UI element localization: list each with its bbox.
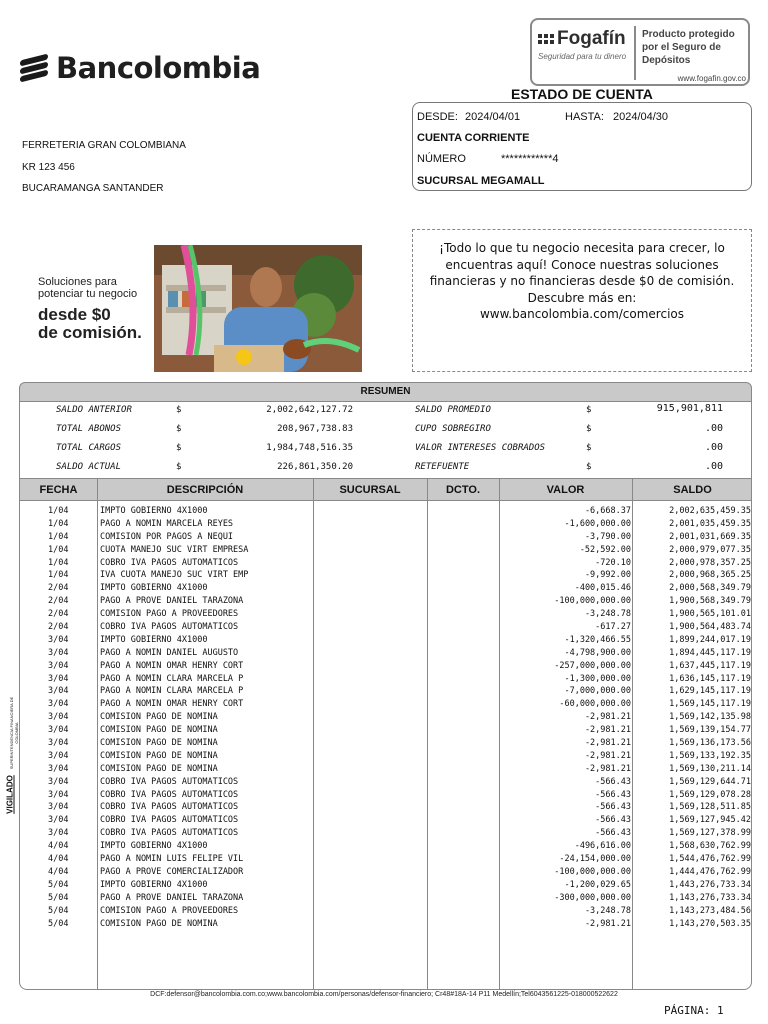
currency-symbol: $ bbox=[586, 424, 592, 434]
row-descripcion: COBRO IVA PAGOS AUTOMATICOS bbox=[100, 557, 239, 568]
row-saldo: 1,568,630,762.99 bbox=[669, 841, 751, 852]
row-saldo: 1,900,564,483.74 bbox=[669, 622, 751, 633]
row-fecha: 1/04 bbox=[48, 506, 69, 516]
row-saldo: 1,569,139,154.77 bbox=[669, 725, 751, 736]
row-valor: -400,015.46 bbox=[574, 583, 631, 594]
row-valor: -1,200,029.65 bbox=[564, 879, 631, 890]
statement-title: ESTADO DE CUENTA bbox=[511, 86, 653, 102]
col-valor: VALOR bbox=[546, 484, 585, 496]
row-valor: -6,668.37 bbox=[584, 506, 631, 516]
row-valor: -100,000,000.00 bbox=[554, 866, 631, 877]
promo-line-1: Soluciones para bbox=[38, 276, 117, 288]
vigilado-stamp: VIGILADO bbox=[5, 775, 15, 814]
row-saldo: 1,636,145,117.19 bbox=[669, 673, 751, 684]
table-row bbox=[20, 776, 751, 789]
row-valor: -2,981.21 bbox=[584, 738, 631, 749]
table-row bbox=[20, 698, 751, 711]
row-valor: -566.43 bbox=[595, 815, 631, 826]
row-fecha: 2/04 bbox=[48, 583, 69, 594]
col-sucursal: SUCURSAL bbox=[339, 484, 401, 496]
table-row bbox=[20, 853, 751, 866]
row-fecha: 5/04 bbox=[48, 892, 69, 903]
total-abonos-value: 208,967,738.83 bbox=[277, 424, 353, 434]
row-valor: -2,981.21 bbox=[584, 918, 631, 929]
row-descripcion: CUOTA MANEJO SUC VIRT EMPRESA bbox=[100, 544, 249, 555]
row-fecha: 1/04 bbox=[48, 531, 69, 542]
table-row bbox=[20, 840, 751, 853]
table-row bbox=[20, 621, 751, 634]
row-fecha: 3/04 bbox=[48, 725, 69, 736]
saldo-anterior-label: SALDO ANTERIOR bbox=[56, 405, 132, 415]
row-fecha: 5/04 bbox=[48, 905, 69, 916]
row-saldo: 1,143,273,484.56 bbox=[669, 905, 751, 916]
row-saldo: 1,569,129,078.28 bbox=[669, 789, 751, 800]
row-descripcion: IMPTO GOBIERNO 4X1000 bbox=[100, 879, 208, 890]
row-descripcion: COBRO IVA PAGOS AUTOMATICOS bbox=[100, 815, 239, 826]
row-fecha: 4/04 bbox=[48, 866, 69, 877]
row-saldo: 1,569,127,378.99 bbox=[669, 828, 751, 839]
table-row bbox=[20, 634, 751, 647]
row-fecha: 3/04 bbox=[48, 828, 69, 839]
saldo-actual-value: 226,861,350.20 bbox=[277, 462, 353, 472]
row-saldo: 1,900,565,101.01 bbox=[669, 609, 751, 620]
promo-photo bbox=[154, 245, 362, 372]
row-descripcion: IMPTO GOBIERNO 4X1000 bbox=[100, 634, 208, 645]
retefuente-label: RETEFUENTE bbox=[415, 462, 470, 472]
row-fecha: 3/04 bbox=[48, 686, 69, 697]
row-fecha: 2/04 bbox=[48, 622, 69, 633]
row-valor: -566.43 bbox=[595, 776, 631, 787]
hasta-label: HASTA: bbox=[565, 111, 604, 123]
table-row bbox=[20, 866, 751, 879]
bank-name: Bancolombia bbox=[56, 51, 261, 85]
row-valor: -7,000,000.00 bbox=[564, 686, 631, 697]
row-descripcion: COBRO IVA PAGOS AUTOMATICOS bbox=[100, 828, 239, 839]
row-fecha: 1/04 bbox=[48, 570, 69, 581]
total-cargos-label: TOTAL CARGOS bbox=[56, 443, 122, 453]
row-fecha: 3/04 bbox=[48, 738, 69, 749]
valor-intereses-value: .00 bbox=[704, 442, 723, 453]
row-descripcion: IMPTO GOBIERNO 4X1000 bbox=[100, 841, 208, 852]
col-dcto: DCTO. bbox=[445, 484, 481, 496]
table-row bbox=[20, 660, 751, 673]
fogafin-url: www.fogafin.gov.co bbox=[677, 74, 746, 83]
row-saldo: 2,001,031,669.35 bbox=[669, 531, 751, 542]
retefuente-value: .00 bbox=[704, 461, 723, 472]
row-saldo: 2,000,968,365.25 bbox=[669, 570, 751, 581]
currency-symbol: $ bbox=[176, 405, 182, 415]
promo-message: ¡Todo lo que tu negocio necesita para crecer, lo encuentras aquí! Conoce nuestras soluciones financieras y no financieras desde $0 de comisión. Descubre más en: www.bancolombia.com/comercios bbox=[429, 241, 735, 321]
col-fecha: FECHA bbox=[39, 484, 78, 496]
row-fecha: 1/04 bbox=[48, 557, 69, 568]
row-descripcion: IMPTO GOBIERNO 4X1000 bbox=[100, 583, 208, 594]
row-saldo: 1,569,129,644.71 bbox=[669, 776, 751, 787]
cupo-sobregiro-value: .00 bbox=[704, 423, 723, 434]
row-saldo: 2,002,635,459.35 bbox=[669, 506, 751, 516]
table-row bbox=[20, 827, 751, 840]
row-saldo: 1,569,145,117.19 bbox=[669, 699, 751, 710]
table-row bbox=[20, 505, 751, 518]
row-saldo: 1,569,130,211.14 bbox=[669, 763, 751, 774]
row-valor: -52,592.00 bbox=[579, 544, 631, 555]
table-row bbox=[20, 801, 751, 814]
row-valor: -24,154,000.00 bbox=[559, 854, 631, 865]
row-fecha: 4/04 bbox=[48, 841, 69, 852]
superfinanciera-text: SUPERINTENDENCIA FINANCIERA DE COLOMBIA bbox=[9, 696, 19, 770]
row-valor: -2,981.21 bbox=[584, 763, 631, 774]
table-row bbox=[20, 814, 751, 827]
row-saldo: 2,000,979,077.35 bbox=[669, 544, 751, 555]
row-valor: -3,248.78 bbox=[584, 905, 631, 916]
row-descripcion: COMISION POR PAGOS A NEQUI bbox=[100, 531, 234, 542]
row-descripcion: PAGO A NOMIN DANIEL AUGUSTO bbox=[100, 647, 239, 658]
promo-message-box bbox=[412, 229, 752, 372]
row-valor: -1,300,000.00 bbox=[564, 673, 631, 684]
row-descripcion: COMISION PAGO A PROVEEDORES bbox=[100, 905, 239, 916]
row-saldo: 1,637,445,117.19 bbox=[669, 660, 751, 671]
table-row bbox=[20, 582, 751, 595]
table-row bbox=[20, 789, 751, 802]
table-row bbox=[20, 685, 751, 698]
row-fecha: 3/04 bbox=[48, 789, 69, 800]
fogafin-badge bbox=[530, 18, 750, 86]
saldo-anterior-value: 2,002,642,127.72 bbox=[266, 405, 353, 415]
currency-symbol: $ bbox=[586, 462, 592, 472]
table-row bbox=[20, 724, 751, 737]
row-valor: -3,248.78 bbox=[584, 609, 631, 620]
row-valor: -4,798,900.00 bbox=[564, 647, 631, 658]
row-fecha: 3/04 bbox=[48, 673, 69, 684]
saldo-promedio-value: 915,901,811 bbox=[656, 403, 723, 414]
row-valor: -9,992.00 bbox=[584, 570, 631, 581]
row-valor: -1,600,000.00 bbox=[564, 518, 631, 529]
row-fecha: 3/04 bbox=[48, 750, 69, 761]
row-fecha: 1/04 bbox=[48, 518, 69, 529]
table-row bbox=[20, 737, 751, 750]
account-type: CUENTA CORRIENTE bbox=[417, 132, 530, 144]
row-saldo: 1,900,568,349.79 bbox=[669, 596, 751, 607]
row-saldo: 1,899,244,017.19 bbox=[669, 634, 751, 645]
row-fecha: 2/04 bbox=[48, 596, 69, 607]
promo-line-4: de comisión. bbox=[38, 323, 142, 342]
row-saldo: 1,629,145,117.19 bbox=[669, 686, 751, 697]
row-valor: -2,981.21 bbox=[584, 712, 631, 723]
row-descripcion: COMISION PAGO DE NOMINA bbox=[100, 738, 218, 749]
row-valor: -720.10 bbox=[595, 557, 631, 568]
table-row bbox=[20, 569, 751, 582]
row-descripcion: COMISION PAGO A PROVEEDORES bbox=[100, 609, 239, 620]
row-valor: -100,000,000.00 bbox=[554, 596, 631, 607]
row-saldo: 1,443,276,733.34 bbox=[669, 879, 751, 890]
bancolombia-mark-icon bbox=[20, 53, 50, 83]
customer-name: FERRETERIA GRAN COLOMBIANA bbox=[22, 140, 186, 151]
row-valor: -3,790.00 bbox=[584, 531, 631, 542]
promo-line-3: desde $0 bbox=[38, 305, 111, 324]
row-descripcion: IVA CUOTA MANEJO SUC VIRT EMP bbox=[100, 570, 249, 581]
row-fecha: 3/04 bbox=[48, 634, 69, 645]
row-descripcion: COMISION PAGO DE NOMINA bbox=[100, 763, 218, 774]
resumen-header: RESUMEN bbox=[19, 382, 752, 402]
row-saldo: 1,143,276,733.34 bbox=[669, 892, 751, 903]
currency-symbol: $ bbox=[176, 443, 182, 453]
row-saldo: 2,000,568,349.79 bbox=[669, 583, 751, 594]
row-descripcion: PAGO A NOMIN MARCELA REYES bbox=[100, 518, 234, 529]
desde-label: DESDE: bbox=[417, 111, 458, 123]
row-saldo: 2,000,978,357.25 bbox=[669, 557, 751, 568]
row-fecha: 3/04 bbox=[48, 647, 69, 658]
table-row bbox=[20, 905, 751, 918]
promo-line-2: potenciar tu negocio bbox=[38, 288, 138, 300]
row-fecha: 3/04 bbox=[48, 699, 69, 710]
hasta-value: 2024/04/30 bbox=[612, 111, 669, 123]
promo-headline bbox=[38, 276, 142, 342]
statement-info-box bbox=[412, 102, 752, 191]
row-fecha: 4/04 bbox=[48, 854, 69, 865]
row-valor: -617.27 bbox=[595, 622, 631, 633]
row-descripcion: PAGO A NOMIN OMAR HENRY CORT bbox=[100, 660, 244, 671]
row-valor: -257,000,000.00 bbox=[554, 660, 631, 671]
total-abonos-label: TOTAL ABONOS bbox=[56, 424, 122, 434]
row-descripcion: COMISION PAGO DE NOMINA bbox=[100, 725, 218, 736]
row-valor: -300,000,000.00 bbox=[554, 892, 631, 903]
table-row bbox=[20, 918, 751, 931]
fogafin-tagline: Seguridad para tu dinero bbox=[538, 52, 627, 61]
currency-symbol: $ bbox=[586, 405, 592, 415]
row-valor: -2,981.21 bbox=[584, 725, 631, 736]
row-saldo: 1,569,142,135.98 bbox=[669, 712, 751, 723]
table-row bbox=[20, 608, 751, 621]
table-row bbox=[20, 518, 751, 531]
row-saldo: 1,569,128,511.85 bbox=[669, 802, 751, 813]
row-fecha: 5/04 bbox=[48, 918, 69, 929]
row-fecha: 3/04 bbox=[48, 763, 69, 774]
table-row bbox=[20, 711, 751, 724]
transactions-table bbox=[19, 478, 752, 990]
row-descripcion: PAGO A NOMIN OMAR HENRY CORT bbox=[100, 699, 244, 710]
row-fecha: 3/04 bbox=[48, 802, 69, 813]
footer-contact: DCF:defensor@bancolombia.com.co;www.bancolombia.com/personas/defensor-financiero; Cr48#18A-14 P11 Medellín;Tel6043561225-018000522622 bbox=[150, 991, 618, 998]
row-saldo: 1,894,445,117.19 bbox=[669, 647, 751, 658]
col-saldo: SALDO bbox=[673, 484, 712, 496]
table-header bbox=[20, 479, 751, 501]
row-descripcion: COMISION PAGO DE NOMINA bbox=[100, 918, 218, 929]
table-row bbox=[20, 557, 751, 570]
row-fecha: 3/04 bbox=[48, 815, 69, 826]
row-fecha: 5/04 bbox=[48, 879, 69, 890]
desde-value: 2024/04/01 bbox=[465, 111, 521, 123]
row-fecha: 3/04 bbox=[48, 776, 69, 787]
row-fecha: 3/04 bbox=[48, 712, 69, 723]
row-valor: -496,616.00 bbox=[574, 841, 631, 852]
row-saldo: 1,569,136,173.56 bbox=[669, 738, 751, 749]
page-number: PÁGINA: 1 bbox=[664, 1004, 724, 1017]
currency-symbol: $ bbox=[176, 462, 182, 472]
row-valor: -566.43 bbox=[595, 828, 631, 839]
row-saldo: 1,544,476,762.99 bbox=[669, 854, 751, 865]
row-descripcion: PAGO A NOMIN CLARA MARCELA P bbox=[100, 686, 244, 697]
row-descripcion: COBRO IVA PAGOS AUTOMATICOS bbox=[100, 789, 239, 800]
currency-symbol: $ bbox=[586, 443, 592, 453]
saldo-promedio-label: SALDO PROMEDIO bbox=[415, 405, 491, 415]
row-saldo: 2,001,035,459.35 bbox=[669, 518, 751, 529]
table-row bbox=[20, 673, 751, 686]
valor-intereses-label: VALOR INTERESES COBRADOS bbox=[415, 443, 546, 453]
table-row bbox=[20, 879, 751, 892]
row-descripcion: PAGO A PROVE DANIEL TARAZONA bbox=[100, 892, 244, 903]
row-descripcion: COBRO IVA PAGOS AUTOMATICOS bbox=[100, 776, 239, 787]
row-valor: -2,981.21 bbox=[584, 750, 631, 761]
table-row bbox=[20, 595, 751, 608]
row-valor: -566.43 bbox=[595, 789, 631, 800]
table-row bbox=[20, 647, 751, 660]
table-row bbox=[20, 544, 751, 557]
total-cargos-value: 1,984,748,516.35 bbox=[266, 443, 353, 453]
cupo-sobregiro-label: CUPO SOBREGIRO bbox=[415, 424, 491, 434]
fogafin-name: Fogafín bbox=[557, 28, 626, 49]
saldo-actual-label: SALDO ACTUAL bbox=[56, 462, 122, 472]
row-descripcion: PAGO A PROVE COMERCIALIZADOR bbox=[100, 866, 244, 877]
numero-value: ************4 bbox=[501, 153, 559, 165]
row-valor: -60,000,000.00 bbox=[559, 699, 631, 710]
row-valor: -566.43 bbox=[595, 802, 631, 813]
resumen-section bbox=[19, 401, 752, 479]
row-descripcion: PAGO A NOMIN CLARA MARCELA P bbox=[100, 673, 244, 684]
currency-symbol: $ bbox=[176, 424, 182, 434]
row-saldo: 1,569,133,192.35 bbox=[669, 750, 751, 761]
customer-city: BUCARAMANGA SANTANDER bbox=[22, 183, 164, 194]
row-saldo: 1,444,476,762.99 bbox=[669, 866, 751, 877]
row-descripcion: COBRO IVA PAGOS AUTOMATICOS bbox=[100, 802, 239, 813]
fogafin-dots-icon bbox=[538, 34, 554, 44]
row-saldo: 1,569,127,945.42 bbox=[669, 815, 751, 826]
row-fecha: 3/04 bbox=[48, 660, 69, 671]
numero-label: NÚMERO bbox=[417, 153, 466, 165]
row-descripcion: COBRO IVA PAGOS AUTOMATICOS bbox=[100, 622, 239, 633]
table-body bbox=[20, 505, 751, 930]
fogafin-protected-text: Producto protegido por el Seguro de Depósitos bbox=[642, 29, 735, 66]
row-descripcion: COMISION PAGO DE NOMINA bbox=[100, 712, 218, 723]
row-valor: -1,320,466.55 bbox=[564, 634, 631, 645]
row-descripcion: PAGO A NOMIN LUIS FELIPE VIL bbox=[100, 854, 244, 865]
table-row bbox=[20, 763, 751, 776]
bancolombia-logo bbox=[20, 50, 260, 86]
col-descripcion: DESCRIPCIÓN bbox=[166, 484, 244, 496]
row-descripcion: COMISION PAGO DE NOMINA bbox=[100, 750, 218, 761]
row-fecha: 1/04 bbox=[48, 544, 69, 555]
row-fecha: 2/04 bbox=[48, 609, 69, 620]
row-descripcion: PAGO A PROVE DANIEL TARAZONA bbox=[100, 596, 244, 607]
table-row bbox=[20, 531, 751, 544]
row-saldo: 1,143,270,503.35 bbox=[669, 918, 751, 929]
row-descripcion: IMPTO GOBIERNO 4X1000 bbox=[100, 506, 208, 516]
table-row bbox=[20, 750, 751, 763]
customer-address: KR 123 456 bbox=[22, 162, 75, 173]
table-row bbox=[20, 892, 751, 905]
sucursal-name: SUCURSAL MEGAMALL bbox=[417, 175, 545, 187]
